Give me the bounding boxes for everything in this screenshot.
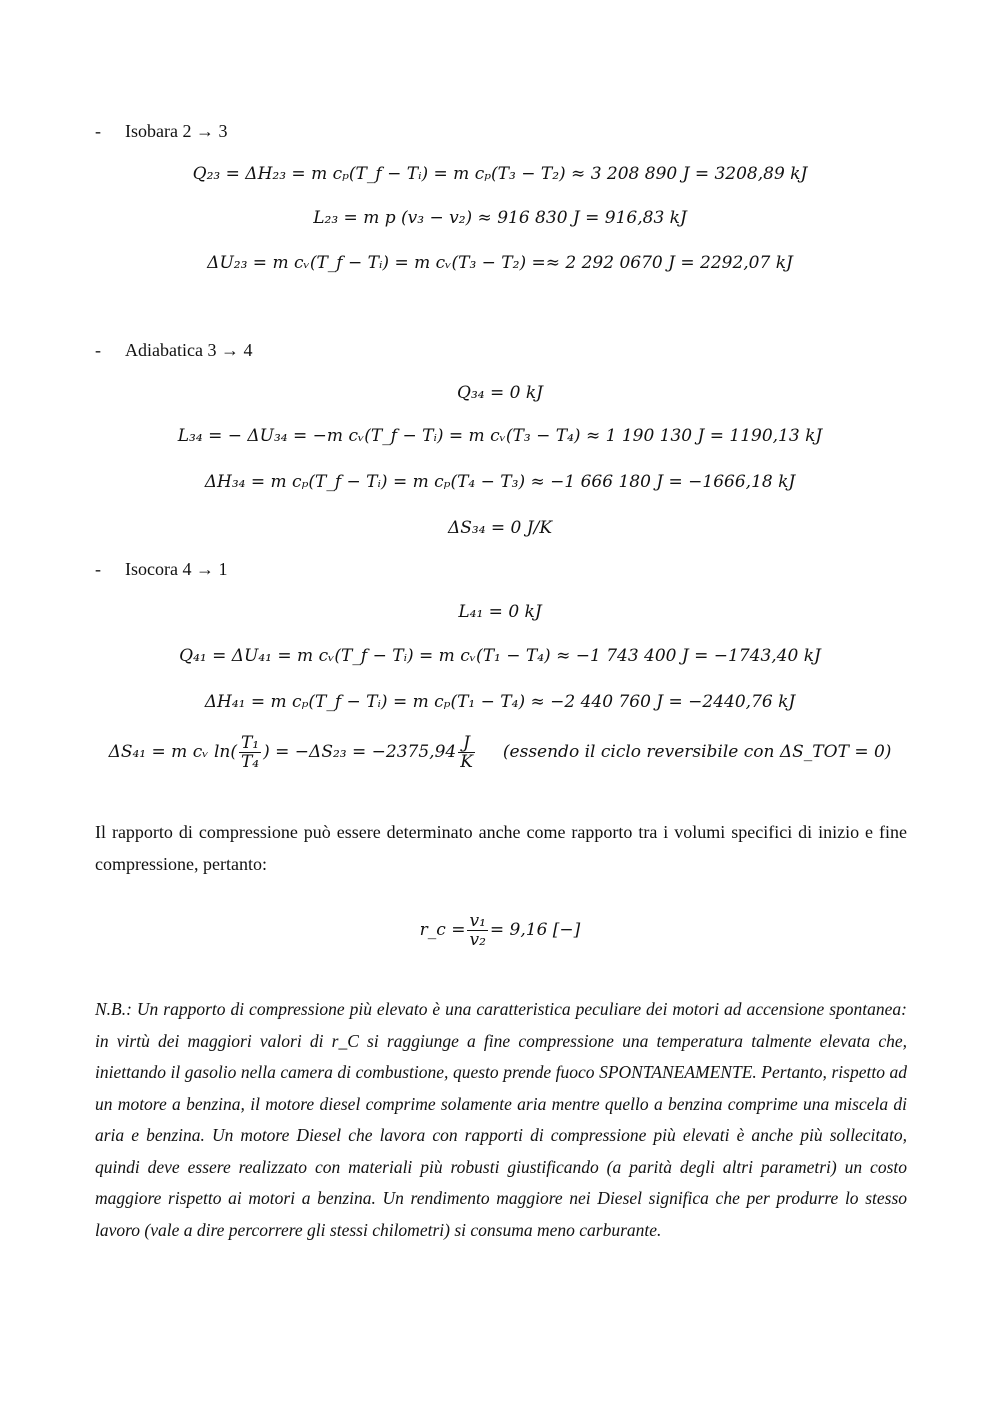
ratio-numerator: T₁ <box>240 733 260 753</box>
compression-ratio-paragraph: Il rapporto di compressione può essere determinato anche come rapporto tra i volumi specifici di inizio e fine compressione, pertanto: <box>95 822 907 874</box>
section-title: Adiabatica 3 → 4 <box>125 340 253 360</box>
volume-ratio <box>467 912 487 949</box>
volume-numerator: v₁ <box>469 911 486 931</box>
ratio-denominator: T₄ <box>240 752 260 772</box>
section-heading-isobara <box>95 120 227 142</box>
equation-h41: ΔH₄₁ = m cₚ(T_f − Tᵢ) = m cₚ(T₁ − T₄) ≈ −2 440 760 J = −2440,76 kJ <box>204 692 796 712</box>
unit-denominator: K <box>460 752 473 772</box>
unit-numerator: J <box>458 734 475 753</box>
equation-q34: Q₃₄ = 0 kJ <box>457 383 543 403</box>
equation-l34: L₃₄ = − ΔU₃₄ = −m cᵥ(T_f − Tᵢ) = m cᵥ(T₃ − T₄) ≈ 1 190 130 J = 1190,13 kJ <box>177 426 823 446</box>
section-title: Isocora 4 → 1 <box>125 559 228 579</box>
ratio-lhs: r_c = <box>419 920 466 940</box>
equation-s34: ΔS₃₄ = 0 J/K <box>447 518 553 538</box>
equation-u23: ΔU₂₃ = m cᵥ(T_f − Tᵢ) = m cᵥ(T₃ − T₂) =≈ 2 292 0670 J = 2292,07 kJ <box>207 253 793 273</box>
section-title: Isobara 2 → 3 <box>125 121 228 141</box>
reversible-cycle-note: (essendo il ciclo reversibile con ΔS_TOT = 0) <box>502 742 892 762</box>
equation-s41-lhs: ΔS₄₁ = m cᵥ ln( <box>108 742 237 762</box>
equation-s41 <box>0 734 1000 771</box>
volume-denominator: v₂ <box>469 930 486 950</box>
equation-l23: L₂₃ = m p (v₃ − v₂) ≈ 916 830 J = 916,83 kJ <box>313 208 687 228</box>
temperature-ratio <box>239 734 261 771</box>
bullet-dash: - <box>95 340 101 360</box>
equation-s41-value: ) = −ΔS₂₃ = −2375,94 <box>263 742 457 762</box>
equation-q23: Q₂₃ = ΔH₂₃ = m cₚ(T_f − Tᵢ) = m cₚ(T₃ − T₂) ≈ 3 208 890 J = 3208,89 kJ <box>192 164 808 184</box>
section-heading-adiabatica <box>95 339 252 361</box>
ratio-rhs: = 9,16 [−] <box>489 920 581 940</box>
equation-l41: L₄₁ = 0 kJ <box>458 602 542 622</box>
unit-fraction <box>458 734 475 771</box>
section-heading-isocora <box>95 558 227 580</box>
bullet-dash: - <box>95 121 101 141</box>
diesel-note: N.B.: Un rapporto di compressione più elevato è una caratteristica peculiare dei motori ad accensione spontanea: in virtù dei maggiori valori di r_C si raggiunge a fine compressione una temperatura talmente elevata che, iniettando il gasolio nella camera di combustione, questo prende fuoco SPONTANEAMENTE. Pertanto, rispetto ad un motore a benzina, il motore diesel comprime solamente aria mentre quello a benzina comprime una miscela di aria e benzina. Un motore Diesel che lavora con rapporti di compressione più elevati è anche più sollecitato, quindi deve essere realizzato con materiali più robusti giustificando (a parità degli altri parametri) un costo maggiore rispetto ai motori a benzina. Un rendimento maggiore nei Diesel significa che per produrre lo stesso lavoro (vale a dire percorrere gli stessi chilometri) si consuma meno carburante. <box>95 999 907 1240</box>
bullet-dash: - <box>95 559 101 579</box>
compression-ratio-equation <box>0 912 1000 949</box>
equation-q41: Q₄₁ = ΔU₄₁ = m cᵥ(T_f − Tᵢ) = m cᵥ(T₁ − T₄) ≈ −1 743 400 J = −1743,40 kJ <box>179 646 821 666</box>
equation-h34: ΔH₃₄ = m cₚ(T_f − Tᵢ) = m cₚ(T₄ − T₃) ≈ −1 666 180 J = −1666,18 kJ <box>204 472 796 492</box>
